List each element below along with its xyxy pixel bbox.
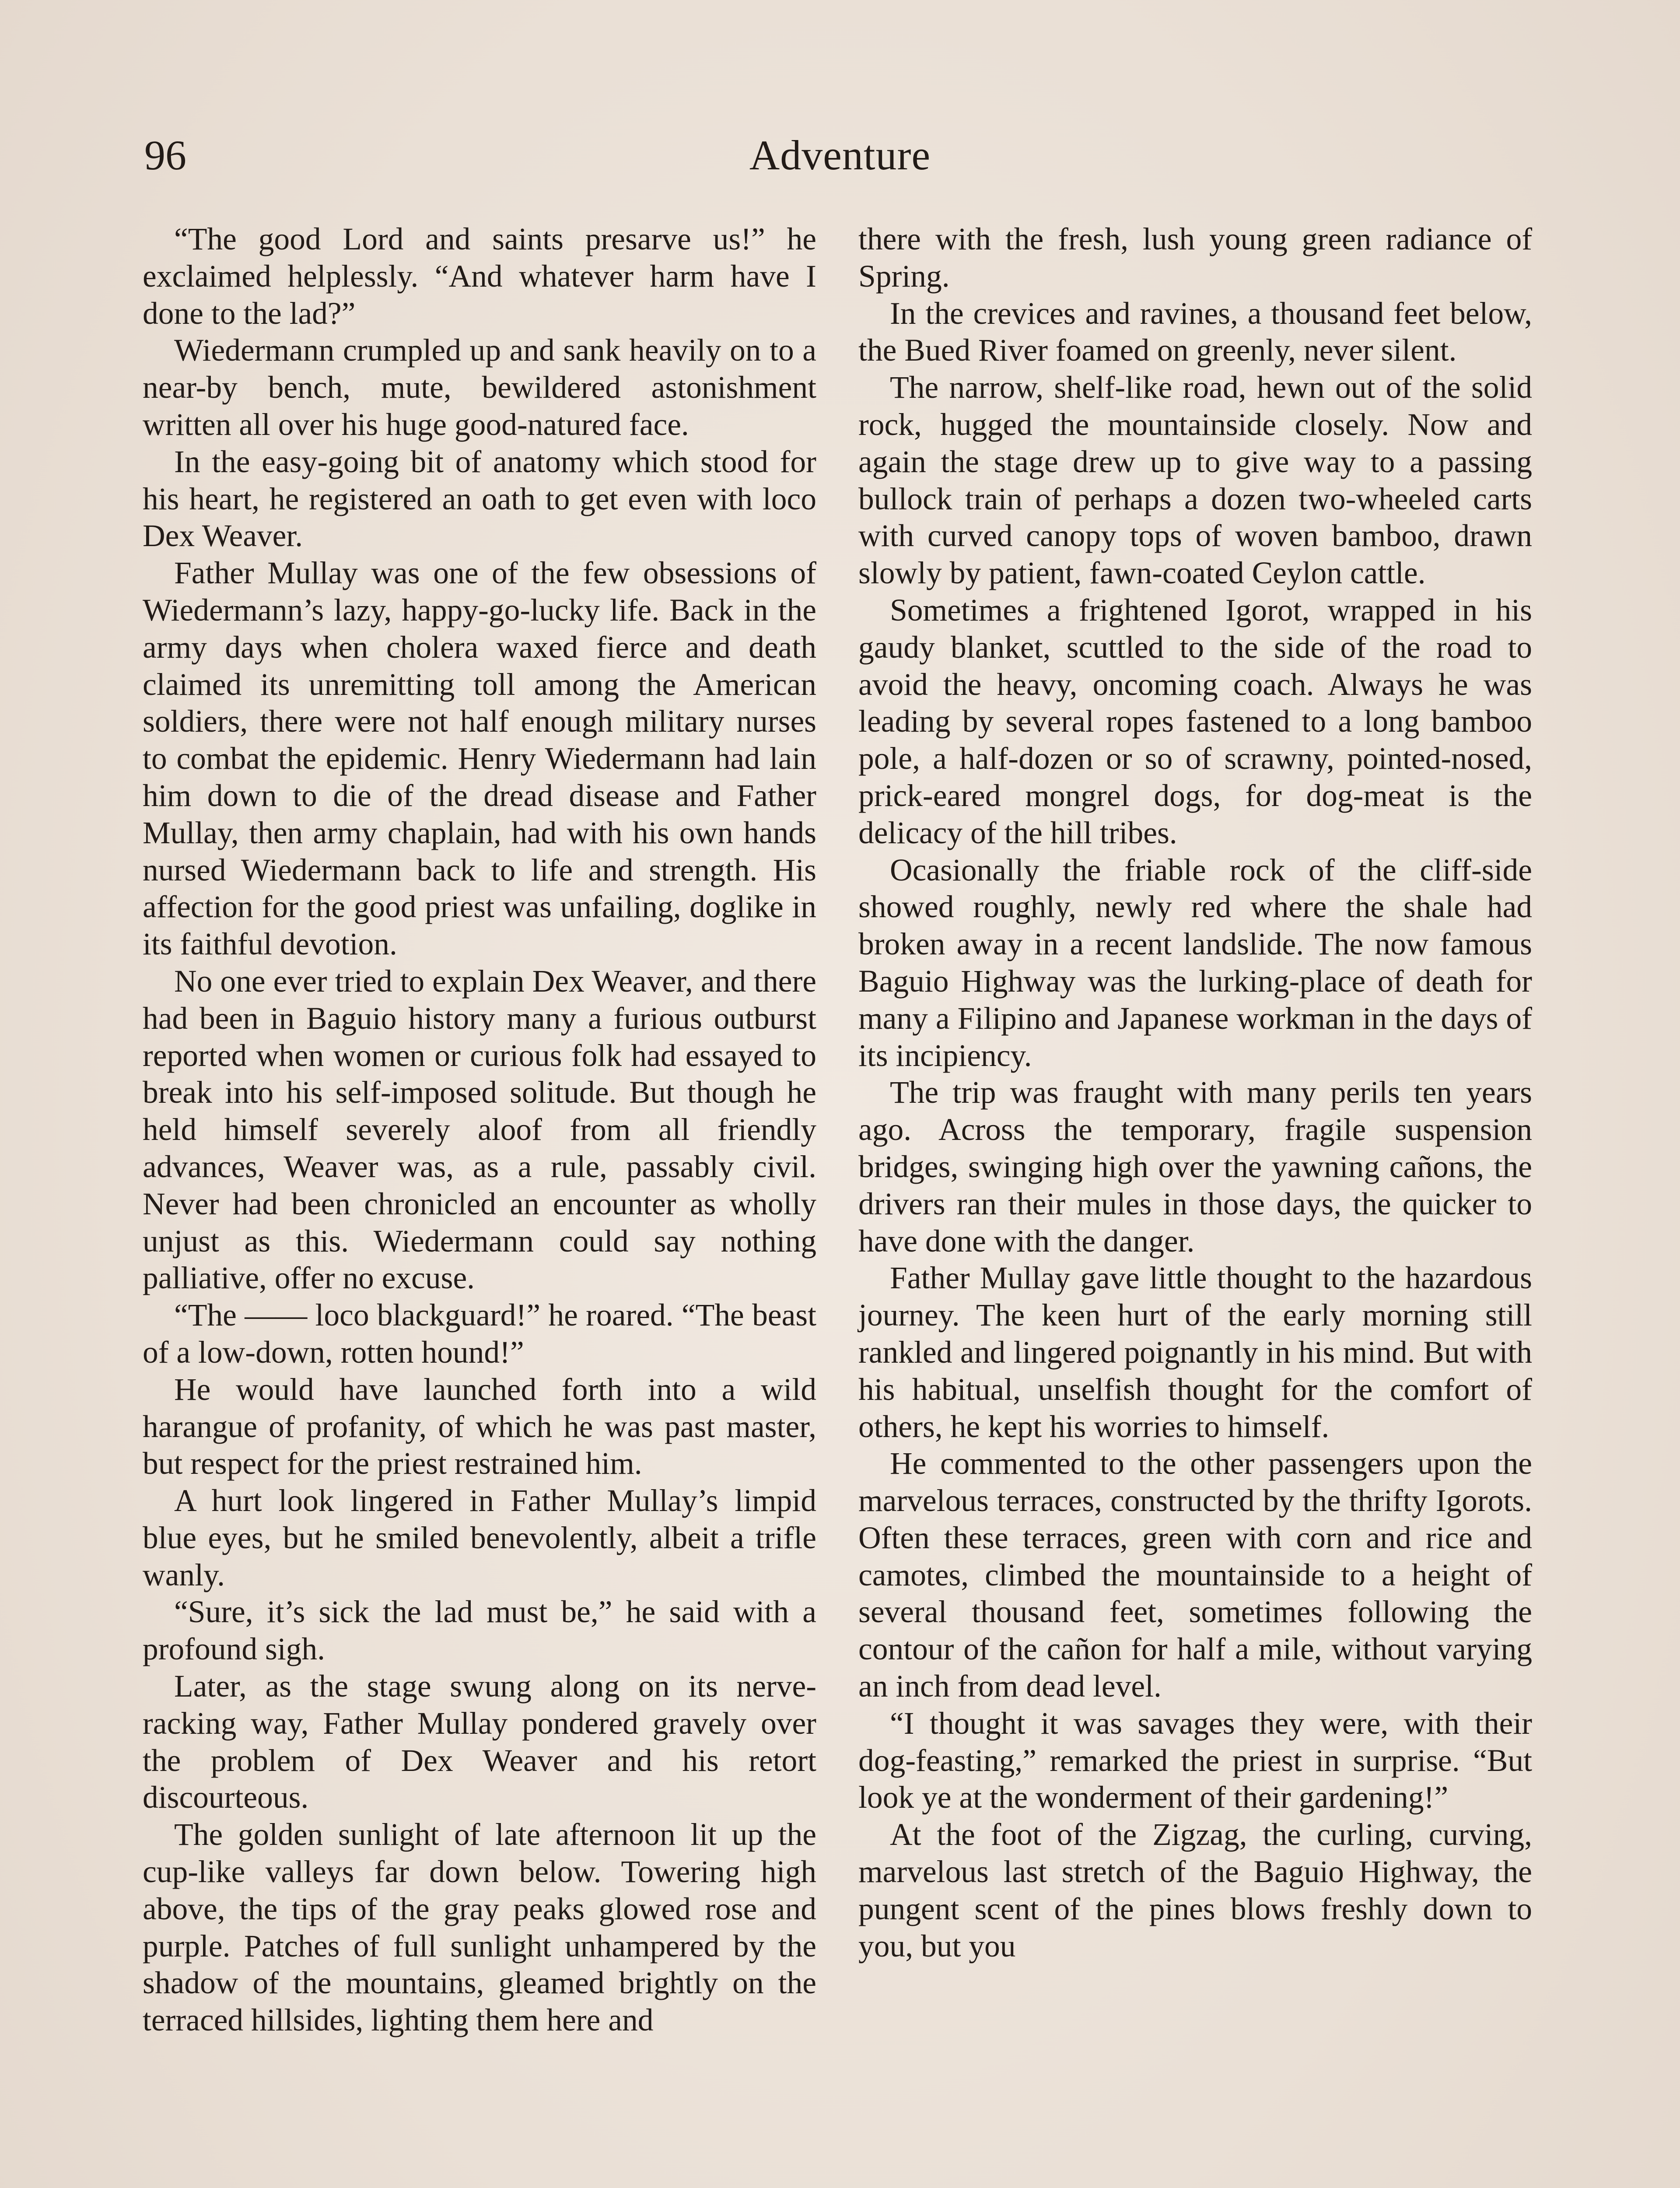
paragraph: Father Mullay was one of the few obsessions of Wiedermann’s lazy, happy-go-lucky life. Back in the army days when cholera waxed fierce and death claimed its unremitting toll among the American soldiers, there were not half enough military nurses to combat the epidemic. Henry Wiedermann had lain him down to die of the dread disease and Father Mullay, then army chaplain, had with his own hands nursed Wiedermann back to life and strength. His affection for the good priest was unfailing, doglike in its faithful devotion. [143, 556, 816, 962]
paragraph: He would have launched forth into a wild harangue of profanity, of which he was past master, but respect for the priest restrained him. [143, 1372, 816, 1481]
paragraph: No one ever tried to explain Dex Weaver, and there had been in Baguio history many a furious outburst reported when women or curious folk had essayed to break into his self-imposed solitude. But though he held himself severely aloof from all friendly advances, Weaver was, as a rule, passably civil. Never had been chronicled an encounter as wholly unjust as this. Wiedermann could say nothing palliative, offer no excuse. [143, 964, 816, 1296]
paragraph: In the crevices and ravines, a thousand feet below, the Bued River foamed on greenly, never silent. [858, 296, 1532, 368]
paragraph: The trip was fraught with many perils ten years ago. Across the temporary, fragile suspension bridges, swinging high over the yawning cañons, the drivers ran their mules in those days, the quicker to have done with the danger. [858, 1075, 1532, 1259]
paragraph: The narrow, shelf-like road, hewn out of the solid rock, hugged the mountainside closely. Now and again the stage drew up to give way to a passing bullock train of perhaps a dozen two-wheeled carts with curved canopy tops of woven bamboo, drawn slowly by patient, fawn-coated Ceylon cattle. [858, 370, 1532, 591]
running-head: Adventure [749, 132, 931, 179]
paragraph: Father Mullay gave little thought to the hazardous journey. The keen hurt of the early morning still rankled and lingered poignantly in his mind. But with his habitual, unselfish thought for the comfort of others, he kept his worries to himself. [858, 1261, 1532, 1444]
paragraph: Ocasionally the friable rock of the cliff-side showed roughly, newly red where the shale had broken away in a recent landslide. The now famous Baguio Highway was the lurking-place of death for many a Filipino and Japanese workman in the days of its incipiency. [858, 852, 1532, 1073]
paragraph: “The —— loco blackguard!” he roared. “The beast of a low-down, rotten hound!” [143, 1298, 816, 1370]
paragraph: He commented to the other passengers upon the marvelous terraces, constructed by the thrifty Igorots. Often these terraces, green with corn and rice and camotes, climbed the mountainside to a height of several thousand feet, sometimes following the contour of the cañon for half a mile, without varying an inch from dead level. [858, 1446, 1532, 1704]
paragraph: At the foot of the Zigzag, the curling, curving, marvelous last stretch of the Baguio Highway, the pungent scent of the pines blows freshly down to you, but you [858, 1817, 1532, 1964]
paragraph: there with the fresh, lush young green radiance of Spring. [858, 222, 1532, 294]
left-column [143, 221, 816, 2039]
paragraph: In the easy-going bit of anatomy which stood for his heart, he registered an oath to get even with loco Dex Weaver. [143, 444, 816, 554]
paragraph: “Sure, it’s sick the lad must be,” he said with a profound sigh. [143, 1595, 816, 1667]
right-column [858, 221, 1532, 1965]
paragraph: Later, as the stage swung along on its nerve-racking way, Father Mullay pondered gravely over the problem of Dex Weaver and his retort discourteous. [143, 1669, 816, 1815]
paragraph: Wiedermann crumpled up and sank heavily on to a near-by bench, mute, bewildered astonishment written all over his huge good-natured face. [143, 333, 816, 442]
paragraph: A hurt look lingered in Father Mullay’s limpid blue eyes, but he smiled benevolently, albeit a trifle wanly. [143, 1483, 816, 1592]
paragraph: Sometimes a frightened Igorot, wrapped in his gaudy blanket, scuttled to the side of the road to avoid the heavy, oncoming coach. Always he was leading by several ropes fastened to a long bamboo pole, a half-dozen or so of scrawny, pointed-nosed, prick-eared mongrel dogs, for dog-meat is the delicacy of the hill tribes. [858, 593, 1532, 850]
page-header [144, 127, 1536, 193]
page-number: 96 [144, 132, 186, 179]
paragraph: “I thought it was savages they were, with their dog-feasting,” remarked the priest in surprise. “But look ye at the wonderment of their gardening!” [858, 1706, 1532, 1815]
paragraph: “The good Lord and saints presarve us!” he exclaimed helplessly. “And whatever harm have I done to the lad?” [143, 222, 816, 331]
paragraph: The golden sunlight of late afternoon lit up the cup-like valleys far down below. Towering high above, the tips of the gray peaks glowed rose and purple. Patches of full sunlight unhampered by the shadow of the mountains, gleamed brightly on the terraced hillsides, lighting them here and [143, 1817, 816, 2038]
